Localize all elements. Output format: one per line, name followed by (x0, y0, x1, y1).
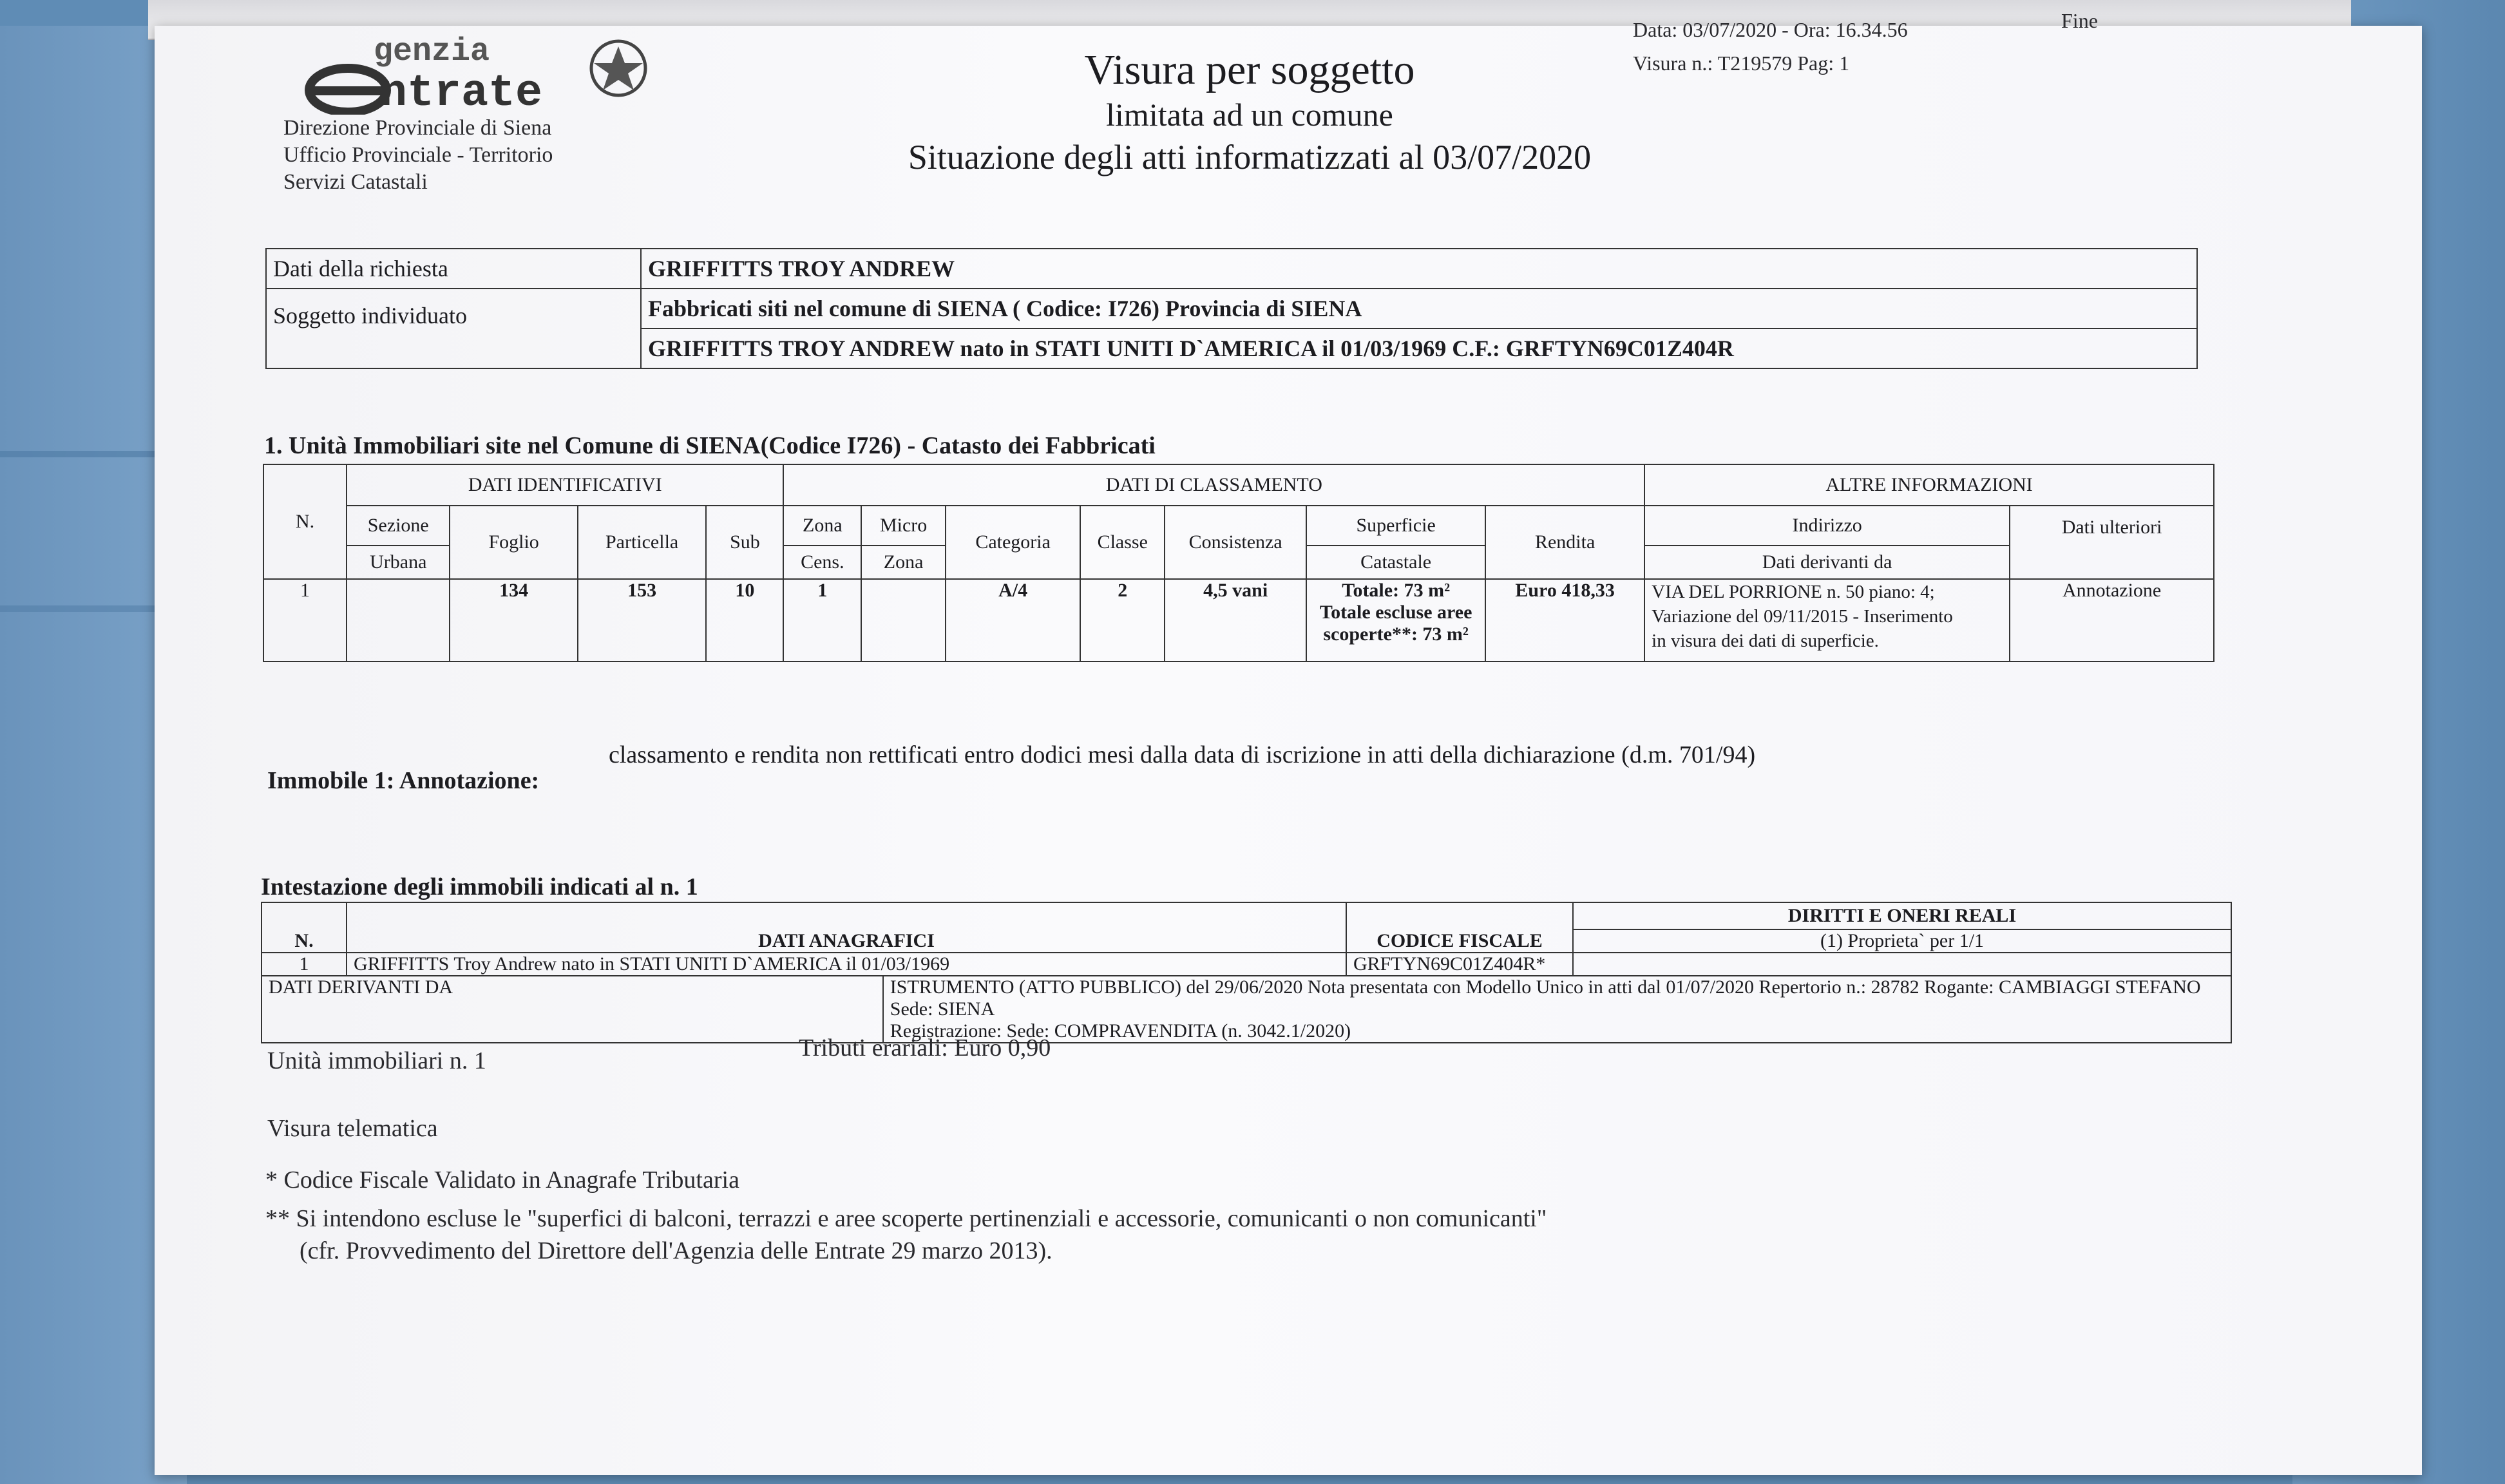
col-sub: Sub (706, 506, 783, 579)
document-title: Visura per soggetto (1084, 46, 1415, 93)
meta-block (1633, 13, 1908, 80)
owners-section-title: Intestazione degli immobili indicati al n. 1 (261, 873, 698, 900)
col-indirizzo: Indirizzo (1644, 506, 2010, 546)
col-cens: Cens. (783, 546, 861, 579)
cell-micro (861, 579, 946, 661)
col-urbana: Urbana (347, 546, 450, 579)
cell-zona: 1 (783, 579, 861, 661)
derivanti-cell (883, 976, 2231, 1043)
logo-top-text: genzia (374, 33, 490, 70)
col-dati-anagrafici: DATI ANAGRAFICI (347, 902, 1346, 953)
col-foglio: Foglio (450, 506, 577, 579)
office-block (283, 115, 553, 196)
tributi: Tributi erariali: Euro 0,90 (799, 1034, 1051, 1061)
col-catastale: Catastale (1306, 546, 1485, 579)
group-ident: DATI IDENTIFICATIVI (347, 464, 783, 506)
cell-foglio: 134 (450, 579, 577, 661)
col-sezione: Sezione (347, 506, 450, 546)
group-class: DATI DI CLASSAMENTO (783, 464, 1644, 506)
office-line: Ufficio Provinciale - Territorio (283, 143, 553, 167)
request-label: Dati della richiesta (266, 249, 641, 289)
cell-rendita: Euro 418,33 (1485, 579, 1644, 661)
footnote-2: ** Si intendono escluse le "superfici di balconi, terrazzi e aree scoperte pertinenziali e accessorie, comunicanti o non comunicanti" (265, 1205, 1547, 1232)
derivanti-label: DATI DERIVANTI DA (262, 976, 883, 1043)
col-owner-n: N. (262, 902, 347, 953)
fine-label: Fine (2061, 9, 2098, 32)
table-row (262, 953, 2231, 976)
cell-consistenza: 4,5 vani (1165, 579, 1306, 661)
col-codice-fiscale: CODICE FISCALE (1346, 902, 1573, 953)
col-rendita: Rendita (1485, 506, 1644, 579)
col-classe: Classe (1080, 506, 1165, 579)
units-table (263, 464, 2214, 662)
footnote-3: (cfr. Provvedimento del Direttore dell'Agenzia delle Entrate 29 marzo 2013). (300, 1237, 1052, 1264)
request-name: GRIFFITTS TROY ANDREW (641, 249, 2197, 289)
cell-superficie (1306, 579, 1485, 661)
subject-label: Soggetto individuato (266, 289, 641, 368)
visura-telematica: Visura telematica (267, 1115, 438, 1142)
superficie-escluse: Totale escluse aree (1319, 602, 1472, 623)
col-micro: Micro (861, 506, 946, 546)
address-line: Variazione del 09/11/2015 - Inserimento (1652, 606, 1953, 627)
cell-sub: 10 (706, 579, 783, 661)
group-other: ALTRE INFORMAZIONI (1644, 464, 2214, 506)
cell-empty (1573, 953, 2231, 976)
cell-classe: 2 (1080, 579, 1165, 661)
office-line: Direzione Provinciale di Siena (283, 116, 552, 140)
col-dati-derivanti: Dati derivanti da (1644, 546, 2010, 579)
col-superficie: Superficie (1306, 506, 1485, 546)
owners-table (261, 902, 2232, 1043)
cell-particella: 153 (578, 579, 707, 661)
cell-indirizzo (1644, 579, 2010, 661)
annotation-text: classamento e rendita non rettificati entro dodici mesi dalla data di iscrizione in atti della dichiarazione (d.m. 701/94) (609, 741, 1756, 768)
cell-dati-anagrafici: GRIFFITTS Troy Andrew nato in STATI UNITI D`AMERICA il 01/03/1969 (347, 953, 1346, 976)
cell-n: 1 (263, 579, 347, 661)
situation-line: Situazione degli atti informatizzati al 03/07/2020 (908, 138, 1592, 176)
derivanti-text: ISTRUMENTO (ATTO PUBBLICO) del 29/06/2020 Nota presentata con Modello Unico in atti dal 01/07/2020 Repertorio n.: 28782 Rogante: CAMBIAGGI STEFANO Sede: SIENA (890, 976, 2201, 1020)
document-subtitle: limitata ad un comune (1106, 97, 1393, 133)
visura-line: Visura n.: T219579 Pag: 1 (1633, 52, 1850, 75)
request-subject: GRIFFITTS TROY ANDREW nato in STATI UNITI D`AMERICA il 01/03/1969 C.F.: GRFTYN69C01Z404R (641, 328, 2197, 368)
col-zona: Zona (783, 506, 861, 546)
cell-annotazione: Annotazione (2010, 579, 2214, 661)
agenzia-entrate-logo (296, 31, 657, 115)
request-buildings: Fabbricati siti nel comune di SIENA ( Codice: I726) Provincia di SIENA (641, 289, 2197, 328)
cell-codice-fiscale: GRFTYN69C01Z404R* (1346, 953, 1573, 976)
col-particella: Particella (578, 506, 707, 579)
request-table (265, 248, 2198, 369)
superficie-totale: Totale: 73 m² (1342, 580, 1451, 601)
document-title-block (908, 45, 1592, 180)
date-line: Data: 03/07/2020 - Ora: 16.34.56 (1633, 18, 1908, 41)
table-row (263, 579, 2214, 661)
cell-diritti: (1) Proprieta` per 1/1 (1573, 929, 2231, 953)
col-n: N. (263, 464, 347, 579)
office-line: Servizi Catastali (283, 170, 428, 194)
footnote-1: * Codice Fiscale Validato in Anagrafe Tributaria (265, 1166, 739, 1194)
col-diritti: DIRITTI E ONERI REALI (1573, 902, 2231, 929)
col-micro-zona: Zona (861, 546, 946, 579)
address-line: in visura dei dati di superficie. (1652, 631, 1879, 651)
units-section-title: 1. Unità Immobiliari site nel Comune di SIENA(Codice I726) - Catasto dei Fabbricati (264, 432, 1156, 459)
logo-bottom-text: ntrate (380, 68, 543, 115)
col-consistenza: Consistenza (1165, 506, 1306, 579)
derivanti-registration: Registrazione: Sede: COMPRAVENDITA (n. 3042.1/2020) (890, 1020, 1351, 1042)
address-line: VIA DEL PORRIONE n. 50 piano: 4; (1652, 582, 1935, 602)
cell-sezione (347, 579, 450, 661)
cell-categoria: A/4 (946, 579, 1080, 661)
col-dati-ulteriori: Dati ulteriori (2010, 506, 2214, 579)
superficie-scoperte: scoperte**: 73 m² (1323, 623, 1469, 645)
annotation-label: Immobile 1: Annotazione: (267, 767, 540, 794)
cell-owner-n: 1 (262, 953, 347, 976)
col-categoria: Categoria (946, 506, 1080, 579)
units-count: Unità immobiliari n. 1 (267, 1047, 486, 1074)
